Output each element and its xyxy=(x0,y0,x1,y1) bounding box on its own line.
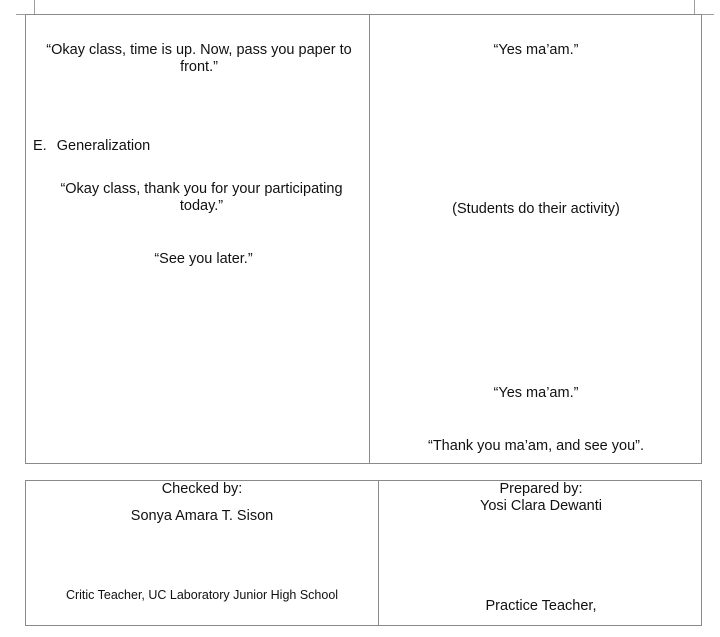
student-reply-yes-1: “Yes ma’am.” xyxy=(493,42,579,58)
section-title: Generalization xyxy=(56,138,151,154)
student-reply-yes-2: “Yes ma’am.” xyxy=(493,385,579,401)
signature-table-column-divider xyxy=(378,481,379,625)
lesson-table xyxy=(25,14,702,464)
section-heading xyxy=(33,138,150,155)
checked-by-label: Checked by: xyxy=(161,481,243,497)
students-activity-note: (Students do their activity) xyxy=(452,201,620,217)
preparer-role: Practice Teacher, xyxy=(485,598,597,614)
teacher-quote-see-you: “See you later.” xyxy=(154,251,253,267)
checker-role: Critic Teacher, UC Laboratory Junior High School xyxy=(65,588,339,602)
preparer-name: Yosi Clara Dewanti xyxy=(480,498,602,514)
signature-table xyxy=(25,480,702,626)
teacher-quote-thanks: “Okay class, thank you for your participating today.” xyxy=(60,181,343,214)
margin-guide-right xyxy=(694,0,695,14)
margin-guide-left xyxy=(34,0,35,14)
lesson-table-column-divider xyxy=(369,15,370,463)
student-reply-thanks: “Thank you ma’am, and see you”. xyxy=(428,438,644,454)
prepared-by-label: Prepared by: xyxy=(499,481,583,497)
checker-name: Sonya Amara T. Sison xyxy=(130,508,274,524)
teacher-quote-time-up: “Okay class, time is up. Now, pass you paper to front.” xyxy=(46,42,352,75)
section-letter: E. xyxy=(33,138,47,154)
